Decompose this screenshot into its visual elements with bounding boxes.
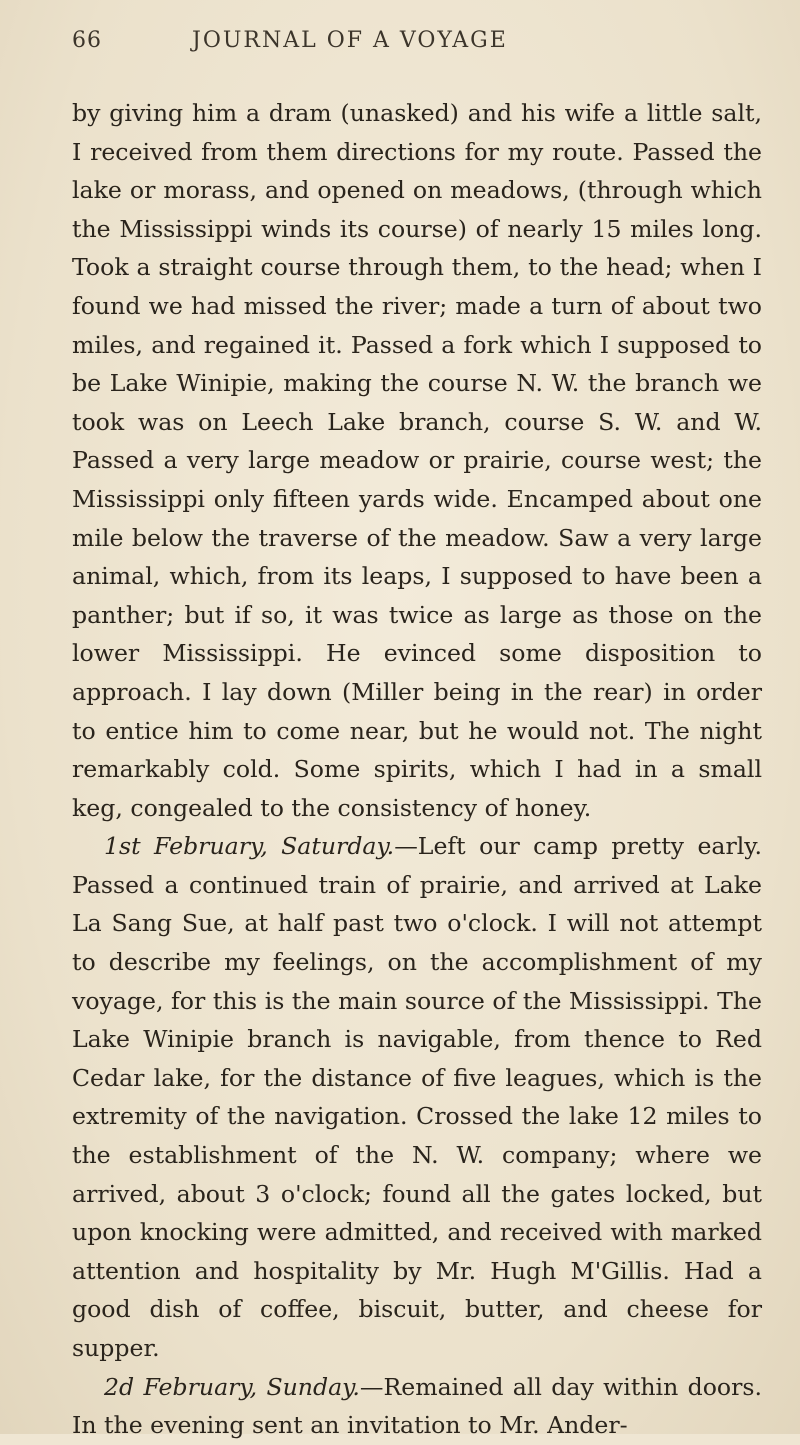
page-header (72, 28, 752, 68)
journal-entry-feb-1 (72, 827, 762, 1367)
journal-entry-feb-2 (72, 1368, 762, 1445)
paragraph-text: —Remained all day within doors. In the evening sent an invitation to Mr. Ander- (72, 1372, 762, 1440)
page-number: 66 (72, 28, 102, 53)
paragraph-continuation (72, 94, 762, 827)
entry-date: 2d February, Sunday. (104, 1372, 360, 1401)
entry-date: 1st February, Saturday. (104, 832, 395, 861)
paragraph-text: by giving him a dram (unasked) and his wife a little salt, I received from them directions for my route. Passed the lake or morass, and opened on meadows, (through which the Mississippi winds its course) of nearly 15 miles long. Took a straight course through them, to the head; when I found we had missed the river; made a turn of about two miles, and regained it. Passed a fork which I supposed to be Lake Winipie, making the course N. W. the branch we took was on Leech Lake branch, course S. W. and W. Passed a very large meadow or prairie, course west; the Mississippi only fifteen yards wide. Encamped about one mile below the traverse of the meadow. Saw a very large animal, which, from its leaps, I supposed to have been a panther; but if so, it was twice as large as those on the lower Mississippi. He evinced some disposition to approach. I lay down (Miller being in the rear) in order to entice him to come near, but he would not. The night remarkably cold. Some spirits, which I had in a small keg, congealed to the consistency of honey. (72, 99, 762, 822)
paragraph-text: —Left our camp pretty early. Passed a continued train of prairie, and arrived at Lake La Sang Sue, at half past two o'clock. I will not attempt to describe my feelings, on the accomplishment of my voyage, for this is the main source of the Mississippi. The Lake Winipie branch is navigable, from thence to Red Cedar lake, for the distance of five leagues, which is the extremity of the navigation. Crossed the lake 12 miles to the establishment of the N. W. company; where we arrived, about 3 o'clock; found all the gates locked, but upon knocking were admitted, and received with marked attention and hospitality by Mr. Hugh M'Gillis. Had a good dish of coffee, biscuit, butter, and cheese for supper. (72, 832, 762, 1362)
body-text (72, 94, 762, 1445)
running-head: JOURNAL OF A VOYAGE (192, 28, 508, 53)
